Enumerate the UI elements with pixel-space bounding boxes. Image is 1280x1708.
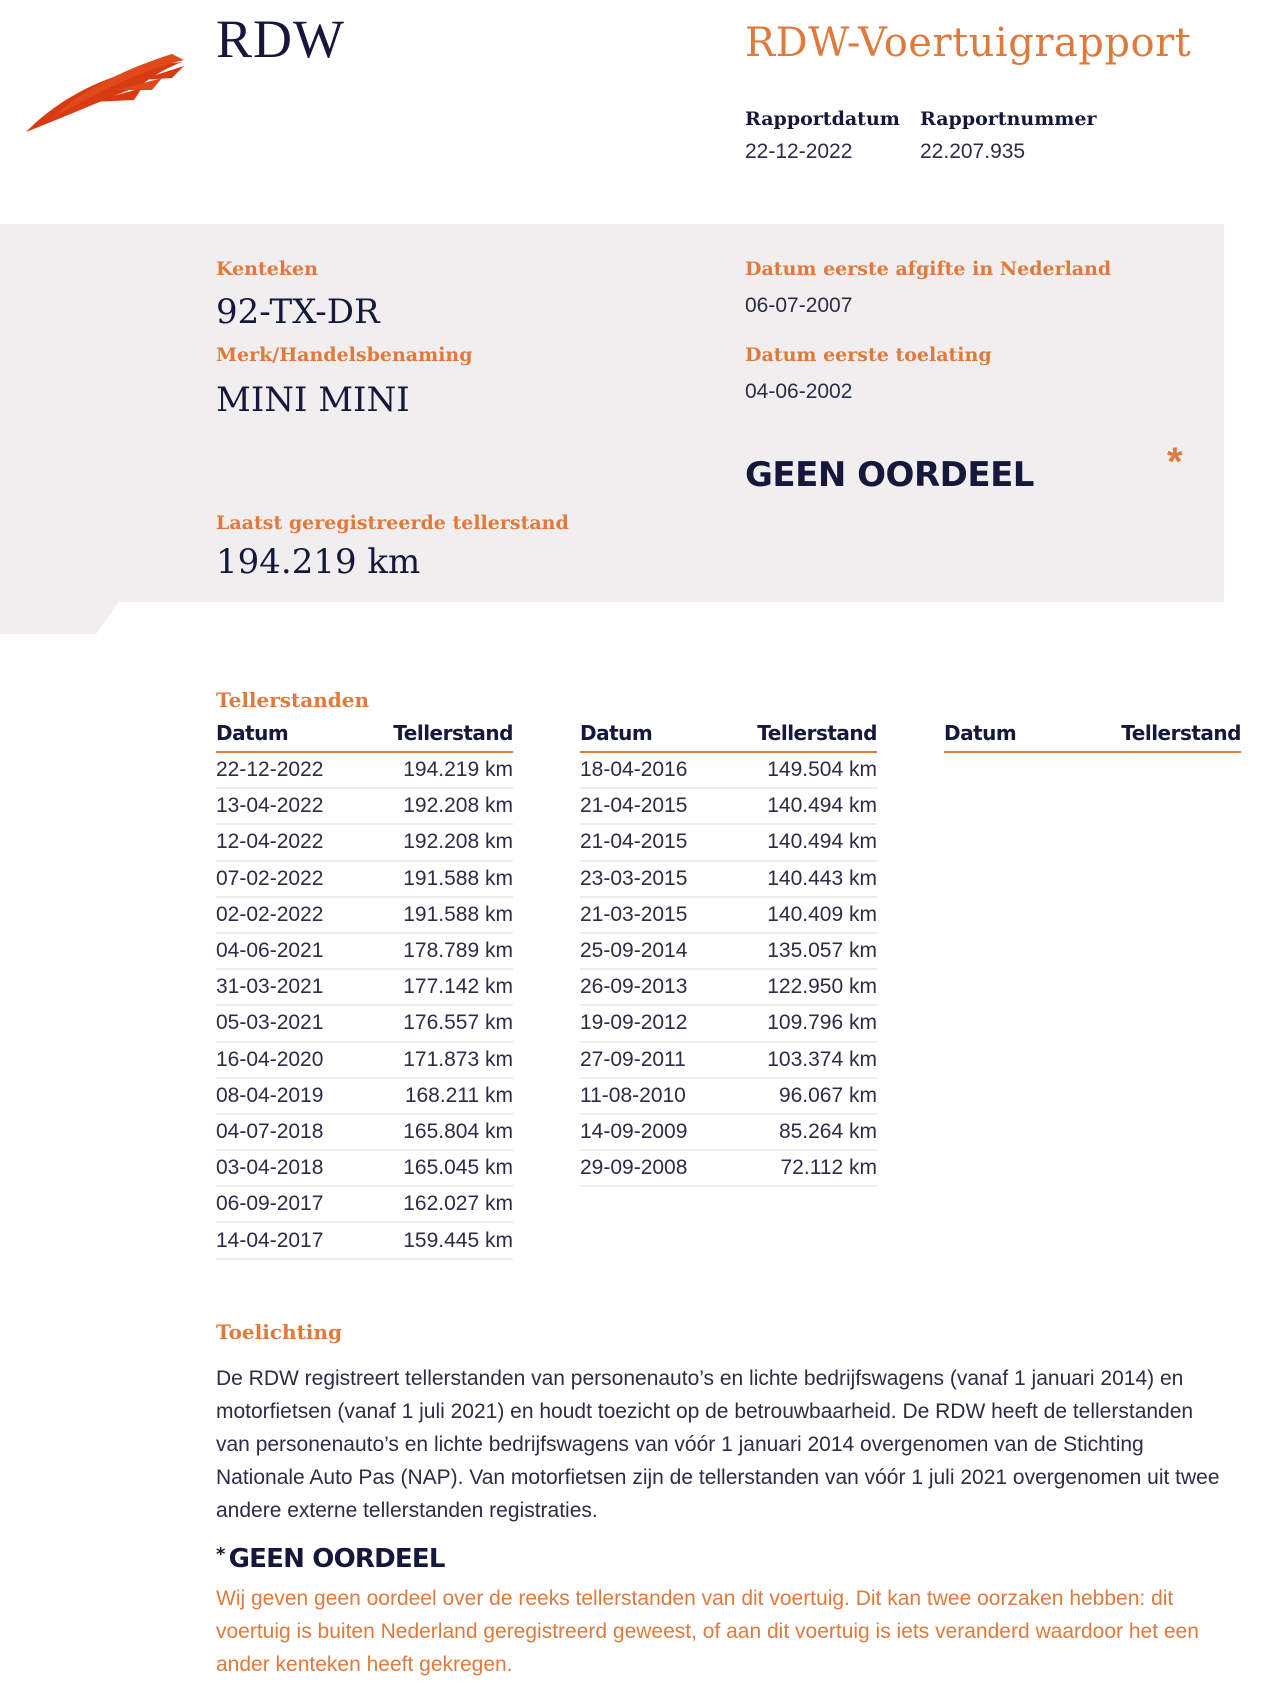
table-row (580, 1006, 877, 1042)
table-row (580, 825, 877, 861)
reading-date: 04-06-2021 (216, 939, 324, 963)
reading-date: 11-08-2010 (580, 1083, 686, 1107)
reading-date: 21-03-2015 (580, 902, 688, 926)
report-number: 22.207.935 (920, 140, 1026, 163)
reading-km: 176.557 km (403, 1011, 513, 1035)
reading-date: 14-04-2017 (216, 1228, 324, 1252)
readings-header (580, 721, 877, 753)
verdict-note-heading: GEEN OORDEEL (228, 1544, 445, 1574)
col-reading-header: Tellerstand (393, 721, 513, 745)
reading-km: 191.588 km (403, 866, 513, 890)
explanation-title: Toelichting (216, 1320, 342, 1344)
col-date-header: Datum (944, 721, 1017, 745)
verdict: GEEN OORDEEL (745, 455, 1034, 495)
brand-name: RDW (216, 9, 345, 69)
readings-title: Tellerstanden (216, 688, 370, 712)
table-row (580, 898, 877, 934)
first-admission-value: 04-06-2002 (745, 380, 853, 403)
reading-km: 122.950 km (767, 975, 877, 999)
reading-date: 16-04-2020 (216, 1047, 324, 1071)
reading-date: 18-04-2016 (580, 758, 688, 782)
summary-panel-tab (0, 600, 120, 634)
verdict-asterisk: * (1167, 440, 1183, 484)
readings-header (216, 721, 513, 753)
reading-km: 194.219 km (403, 758, 513, 782)
reading-date: 22-12-2022 (216, 758, 324, 782)
reading-km: 165.804 km (403, 1119, 513, 1143)
col-date-header: Datum (216, 721, 289, 745)
last-odometer-label: Laatst geregistreerde tellerstand (216, 512, 569, 534)
first-nl-value: 06-07-2007 (745, 294, 853, 317)
report-date: 22-12-2022 (745, 140, 853, 163)
col-reading-header: Tellerstand (757, 721, 877, 745)
reading-date: 02-02-2022 (216, 902, 324, 926)
reading-km: 171.873 km (403, 1047, 513, 1071)
reading-km: 149.504 km (767, 758, 877, 782)
first-nl-label: Datum eerste afgifte in Nederland (745, 258, 1112, 280)
readings-column-2 (580, 721, 877, 1187)
reading-date: 13-04-2022 (216, 794, 324, 818)
reading-km: 140.409 km (767, 902, 877, 926)
reading-date: 27-09-2011 (580, 1047, 686, 1071)
readings-header (944, 721, 1241, 753)
table-row (216, 1223, 513, 1259)
table-row (216, 934, 513, 970)
table-row (216, 862, 513, 898)
report-title: RDW-Voertuigrapport (745, 20, 1192, 66)
readings-column-1 (216, 721, 513, 1260)
reading-km: 72.112 km (780, 1156, 877, 1180)
reading-date: 23-03-2015 (580, 866, 688, 890)
reading-date: 06-09-2017 (216, 1192, 324, 1216)
reading-km: 192.208 km (403, 830, 513, 854)
table-row (580, 862, 877, 898)
rdw-wing-logo-icon (22, 40, 192, 135)
readings-column-3 (944, 721, 1241, 753)
table-row (580, 970, 877, 1006)
reading-date: 25-09-2014 (580, 939, 688, 963)
reading-date: 05-03-2021 (216, 1011, 324, 1035)
reading-date: 08-04-2019 (216, 1083, 324, 1107)
table-row (216, 1006, 513, 1042)
report-date-label: Rapportdatum (745, 108, 900, 130)
reading-km: 159.445 km (403, 1228, 513, 1252)
reading-km: 191.588 km (403, 902, 513, 926)
verdict-note-title (216, 1544, 445, 1574)
reading-date: 12-04-2022 (216, 830, 324, 854)
reading-date: 31-03-2021 (216, 975, 324, 999)
table-row (580, 1079, 877, 1115)
table-row (580, 1115, 877, 1151)
reading-km: 103.374 km (767, 1047, 877, 1071)
reading-date: 07-02-2022 (216, 866, 324, 890)
reading-date: 21-04-2015 (580, 794, 688, 818)
make-label: Merk/Handelsbenaming (216, 344, 473, 366)
reading-date: 03-04-2018 (216, 1156, 324, 1180)
reading-date: 21-04-2015 (580, 830, 688, 854)
table-row (216, 898, 513, 934)
reading-date: 04-07-2018 (216, 1119, 324, 1143)
report-number-label: Rapportnummer (920, 108, 1097, 130)
table-row (580, 789, 877, 825)
reading-km: 135.057 km (767, 939, 877, 963)
explanation-text: De RDW registreert tellerstanden van personenauto’s en lichte bedrijfswagens (vanaf 1 januari 2014) en motorfietsen (vanaf 1 juli 2021) en houdt toezicht op de betrouwbaarheid. De RDW heeft de tellerstanden van personenauto’s en lichte bedrijfswagens van vóór 1 januari 2014 overgenomen van de Stichting Nationale Auto Pas (NAP). Van motorfietsen zijn de tellerstanden van vóór 1 juli 2021 overgenomen uit twee andere externe tellerstanden registraties. (216, 1367, 1220, 1522)
table-row (216, 753, 513, 789)
last-odometer-value: 194.219 km (216, 542, 421, 582)
reading-km: 162.027 km (403, 1192, 513, 1216)
table-row (216, 1115, 513, 1151)
table-row (216, 1151, 513, 1187)
reading-km: 168.211 km (404, 1083, 513, 1107)
reading-date: 26-09-2013 (580, 975, 688, 999)
plate-label: Kenteken (216, 258, 318, 280)
table-row (216, 825, 513, 861)
table-row (216, 1043, 513, 1079)
reading-km: 192.208 km (403, 794, 513, 818)
reading-km: 178.789 km (403, 939, 513, 963)
table-row (580, 1151, 877, 1187)
reading-km: 140.494 km (767, 794, 877, 818)
table-row (580, 934, 877, 970)
reading-km: 109.796 km (767, 1011, 877, 1035)
reading-km: 140.494 km (767, 830, 877, 854)
first-admission-label: Datum eerste toelating (745, 344, 992, 366)
make-value: MINI MINI (216, 380, 410, 420)
reading-km: 96.067 km (778, 1083, 877, 1107)
verdict-note-text: Wij geven geen oordeel over de reeks tellerstanden van dit voertuig. Dit kan twee oorzaken hebben: dit voertuig is buiten Nederland geregistreerd geweest, of aan dit voertuig is iets veranderd waardoor het een ander kenteken heeft gekregen. (216, 1587, 1199, 1676)
table-row (580, 753, 877, 789)
verdict-note-asterisk: * (216, 1544, 225, 1565)
summary-panel (0, 224, 1224, 602)
col-date-header: Datum (580, 721, 653, 745)
reading-date: 14-09-2009 (580, 1119, 688, 1143)
reading-date: 19-09-2012 (580, 1011, 688, 1035)
table-row (580, 1043, 877, 1079)
plate-value: 92-TX-DR (216, 292, 380, 332)
reading-km: 140.443 km (767, 866, 877, 890)
reading-km: 85.264 km (778, 1119, 877, 1143)
table-row (216, 1079, 513, 1115)
col-reading-header: Tellerstand (1121, 721, 1241, 745)
reading-km: 177.142 km (403, 975, 513, 999)
table-row (216, 789, 513, 825)
table-row (216, 970, 513, 1006)
reading-km: 165.045 km (403, 1156, 513, 1180)
reading-date: 29-09-2008 (580, 1156, 688, 1180)
table-row (216, 1187, 513, 1223)
